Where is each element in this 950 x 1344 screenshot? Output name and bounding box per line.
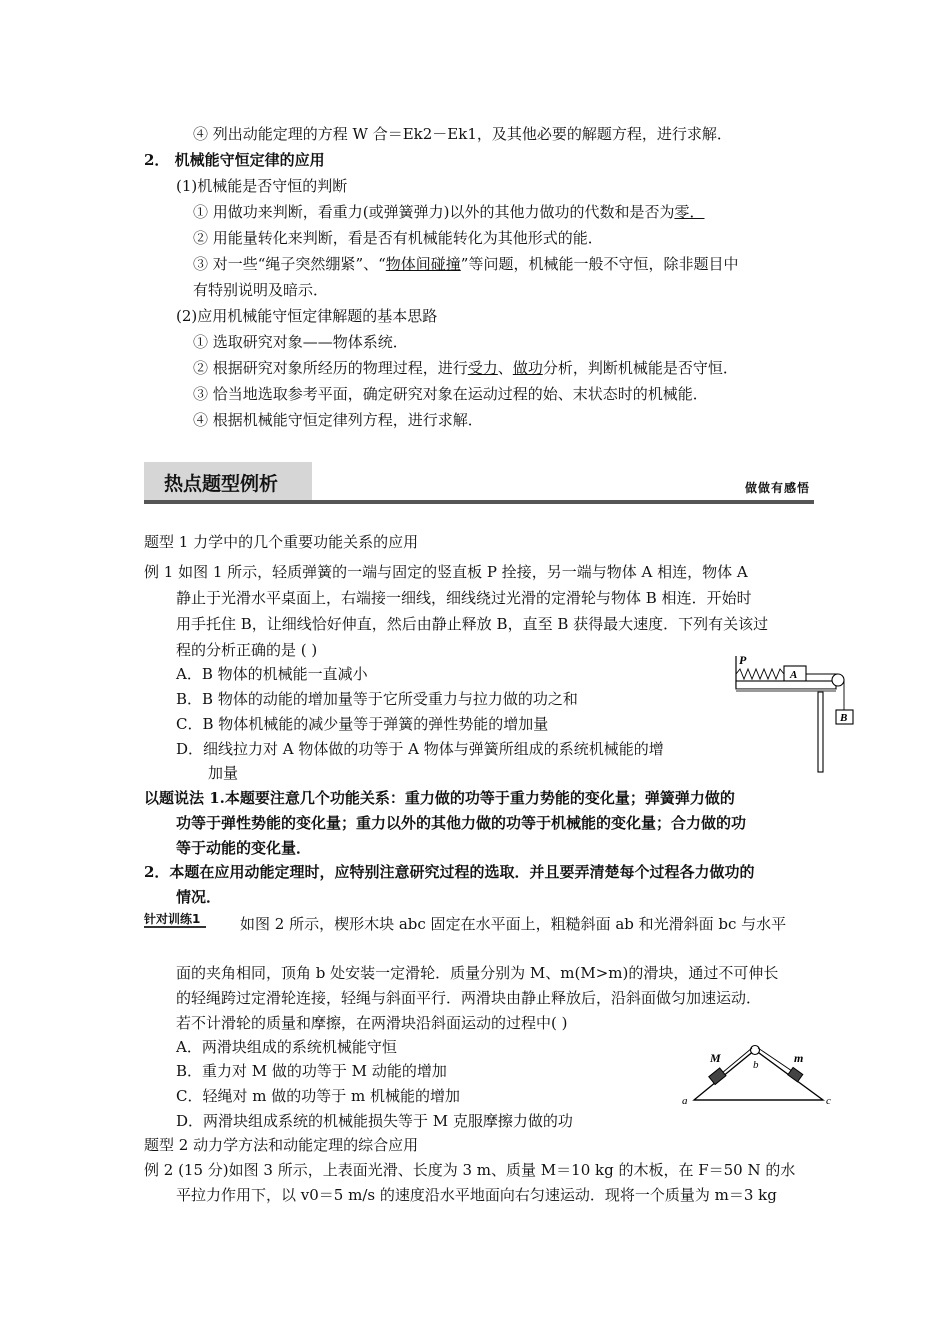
- fig1-table-top: [736, 681, 836, 689]
- option-b: B．B 物体的动能的增加量等于它所受重力与拉力做的功之和: [176, 690, 578, 708]
- fig1-table-leg: [818, 692, 823, 772]
- step-4-line: ④ 列出动能定理的方程 W 合＝Ek2－Ek1，及其他必要的解题方程，进行求解．: [193, 125, 732, 143]
- method-note-line-5: 情况．: [176, 888, 222, 906]
- subsection-1-heading: (1)机械能是否守恒的判断: [176, 177, 348, 195]
- example-1-line-1: 例 1 如图 1 所示，轻质弹簧的一端与固定的竖直板 P 拴接，另一端与物体 A 相连，物体 A: [144, 563, 748, 581]
- judge-line-3-cont: 有特别说明及暗示．: [193, 281, 329, 299]
- banner-subtitle: 做做有感悟: [744, 481, 810, 495]
- example-2-line-1: 例 2 (15 分)如图 3 所示，上表面光滑、长度为 3 m、质量 M＝10 kg 的木板，在 F＝50 N 的水: [144, 1161, 796, 1179]
- training-option-a: A．两滑块组成的系统机械能守恒: [176, 1038, 397, 1056]
- option-d-line-2: 加量: [208, 764, 239, 782]
- method-note-line-4: 2．本题在应用动能定理时，应特别注意研究过程的选取．并且要弄清楚每个过程各力做功的: [144, 863, 755, 881]
- approach-line-2-sep: 、: [497, 359, 513, 377]
- judge-line-3-text-b: ”等问题，机械能一般不守恒，除非题目中: [460, 255, 739, 273]
- fig2-label-m: m: [794, 1051, 804, 1065]
- fig2-label-b: b: [753, 1059, 759, 1071]
- force-underlined: 受力: [467, 359, 498, 377]
- work-underlined: 做功: [512, 359, 543, 377]
- training-tag: 针对训练1: [144, 912, 206, 928]
- banner-rule: [144, 500, 814, 504]
- method-note-line-3: 等于动能的变化量．: [176, 839, 312, 857]
- figure-1-spring-pulley: [726, 646, 860, 776]
- option-a: A．B 物体的机械能一直减小: [176, 665, 368, 683]
- training-line-3: 的轻绳跨过定滑轮连接，轻绳与斜面平行．两滑块由静止释放后，沿斜面做匀加速运动．: [176, 989, 762, 1007]
- fig1-label-p: P: [739, 653, 747, 667]
- fig2-pulley: [751, 1046, 760, 1055]
- question-type-2: 题型 2 动力学方法和动能定理的综合应用: [144, 1136, 419, 1154]
- fig1-spring: [736, 669, 784, 679]
- judge-line-3: [193, 253, 738, 275]
- fig1-pulley: [832, 674, 844, 686]
- example-1-line-3: 用手托住 B，让细线恰好伸直，然后由静止释放 B，直至 B 获得最大速度．下列有关该过: [176, 615, 769, 633]
- training-option-d: D．两滑块组成系统的机械能损失等于 M 克服摩擦力做的功: [176, 1112, 573, 1130]
- judge-line-1-text: ① 用做功来判断，看重力(或弹簧弹力)以外的其他力做功的代数和是否为: [193, 203, 675, 221]
- approach-line-3: ③ 恰当地选取参考平面，确定研究对象在运动过程的始、末状态时的机械能．: [193, 385, 708, 403]
- example-1-line-4: 程的分析正确的是 ( ): [176, 641, 318, 659]
- approach-line-2-b: 分析，判断机械能是否守恒．: [542, 359, 738, 377]
- method-note-line-1: 以题说法 1.本题要注意几个功能关系：重力做的功等于重力势能的变化量；弹簧弹力做的: [144, 789, 735, 807]
- approach-line-2: [193, 357, 738, 379]
- judge-line-3-text-a: ③ 对一些“绳子突然绷紧”、“: [193, 255, 386, 273]
- section-banner: [144, 462, 814, 504]
- fig1-label-a: A: [790, 669, 798, 681]
- question-type-1: 题型 1 力学中的几个重要功能关系的应用: [144, 533, 419, 551]
- training-option-b: B．重力对 M 做的功等于 M 动能的增加: [176, 1062, 447, 1080]
- collision-underlined: 物体间碰撞: [385, 255, 461, 273]
- option-c: C．B 物体机械能的减少量等于弹簧的弹性势能的增加量: [176, 715, 549, 733]
- option-d-line-1: D．细线拉力对 A 物体做的功等于 A 物体与弹簧所组成的系统机械能的增: [176, 740, 664, 758]
- example-1-line-2: 静止于光滑水平桌面上，右端接一细线，细线绕过光滑的定滑轮与物体 B 相连．开始时: [176, 589, 752, 607]
- fig2-label-c: c: [826, 1095, 831, 1106]
- judge-line-2: ② 用能量转化来判断，看是否有机械能转化为其他形式的能．: [193, 229, 603, 247]
- judge-line-1: [193, 201, 705, 223]
- subsection-2-heading: (2)应用机械能守恒定律解题的基本思路: [176, 307, 438, 325]
- section-2-heading: 2． 机械能守恒定律的应用: [144, 151, 325, 169]
- figure-2-wedge: [680, 1040, 840, 1106]
- training-line-2: 面的夹角相同，顶角 b 处安装一定滑轮．质量分别为 M、m(M>m)的滑块，通过不可伸长: [176, 964, 779, 982]
- approach-line-2-a: ② 根据研究对象所经历的物理过程，进行: [193, 359, 468, 377]
- fig1-label-b: B: [840, 712, 848, 724]
- training-line-4: 若不计滑轮的质量和摩擦，在两滑块沿斜面运动的过程中( ): [176, 1014, 568, 1032]
- fig2-label-M: M: [710, 1051, 721, 1065]
- fig2-label-a: a: [682, 1095, 688, 1106]
- example-2-line-2: 平拉力作用下，以 v0＝5 m/s 的速度沿水平地面向右匀速运动．现将一个质量为 m＝3 kg: [176, 1186, 777, 1204]
- zero-underlined: 零．: [674, 203, 705, 221]
- approach-line-4: ④ 根据机械能守恒定律列方程，进行求解．: [193, 411, 483, 429]
- training-line-1: 如图 2 所示，楔形木块 abc 固定在水平面上，粗糙斜面 ab 和光滑斜面 bc 与水平: [240, 915, 787, 933]
- approach-line-1: ① 选取研究对象——物体系统．: [193, 333, 408, 351]
- training-option-c: C．轻绳对 m 做的功等于 m 机械能的增加: [176, 1087, 460, 1105]
- banner-title: 热点题型例析: [164, 473, 279, 495]
- method-note-line-2: 功等于弹性势能的变化量；重力以外的其他力做的功等于机械能的变化量；合力做的功: [176, 814, 747, 832]
